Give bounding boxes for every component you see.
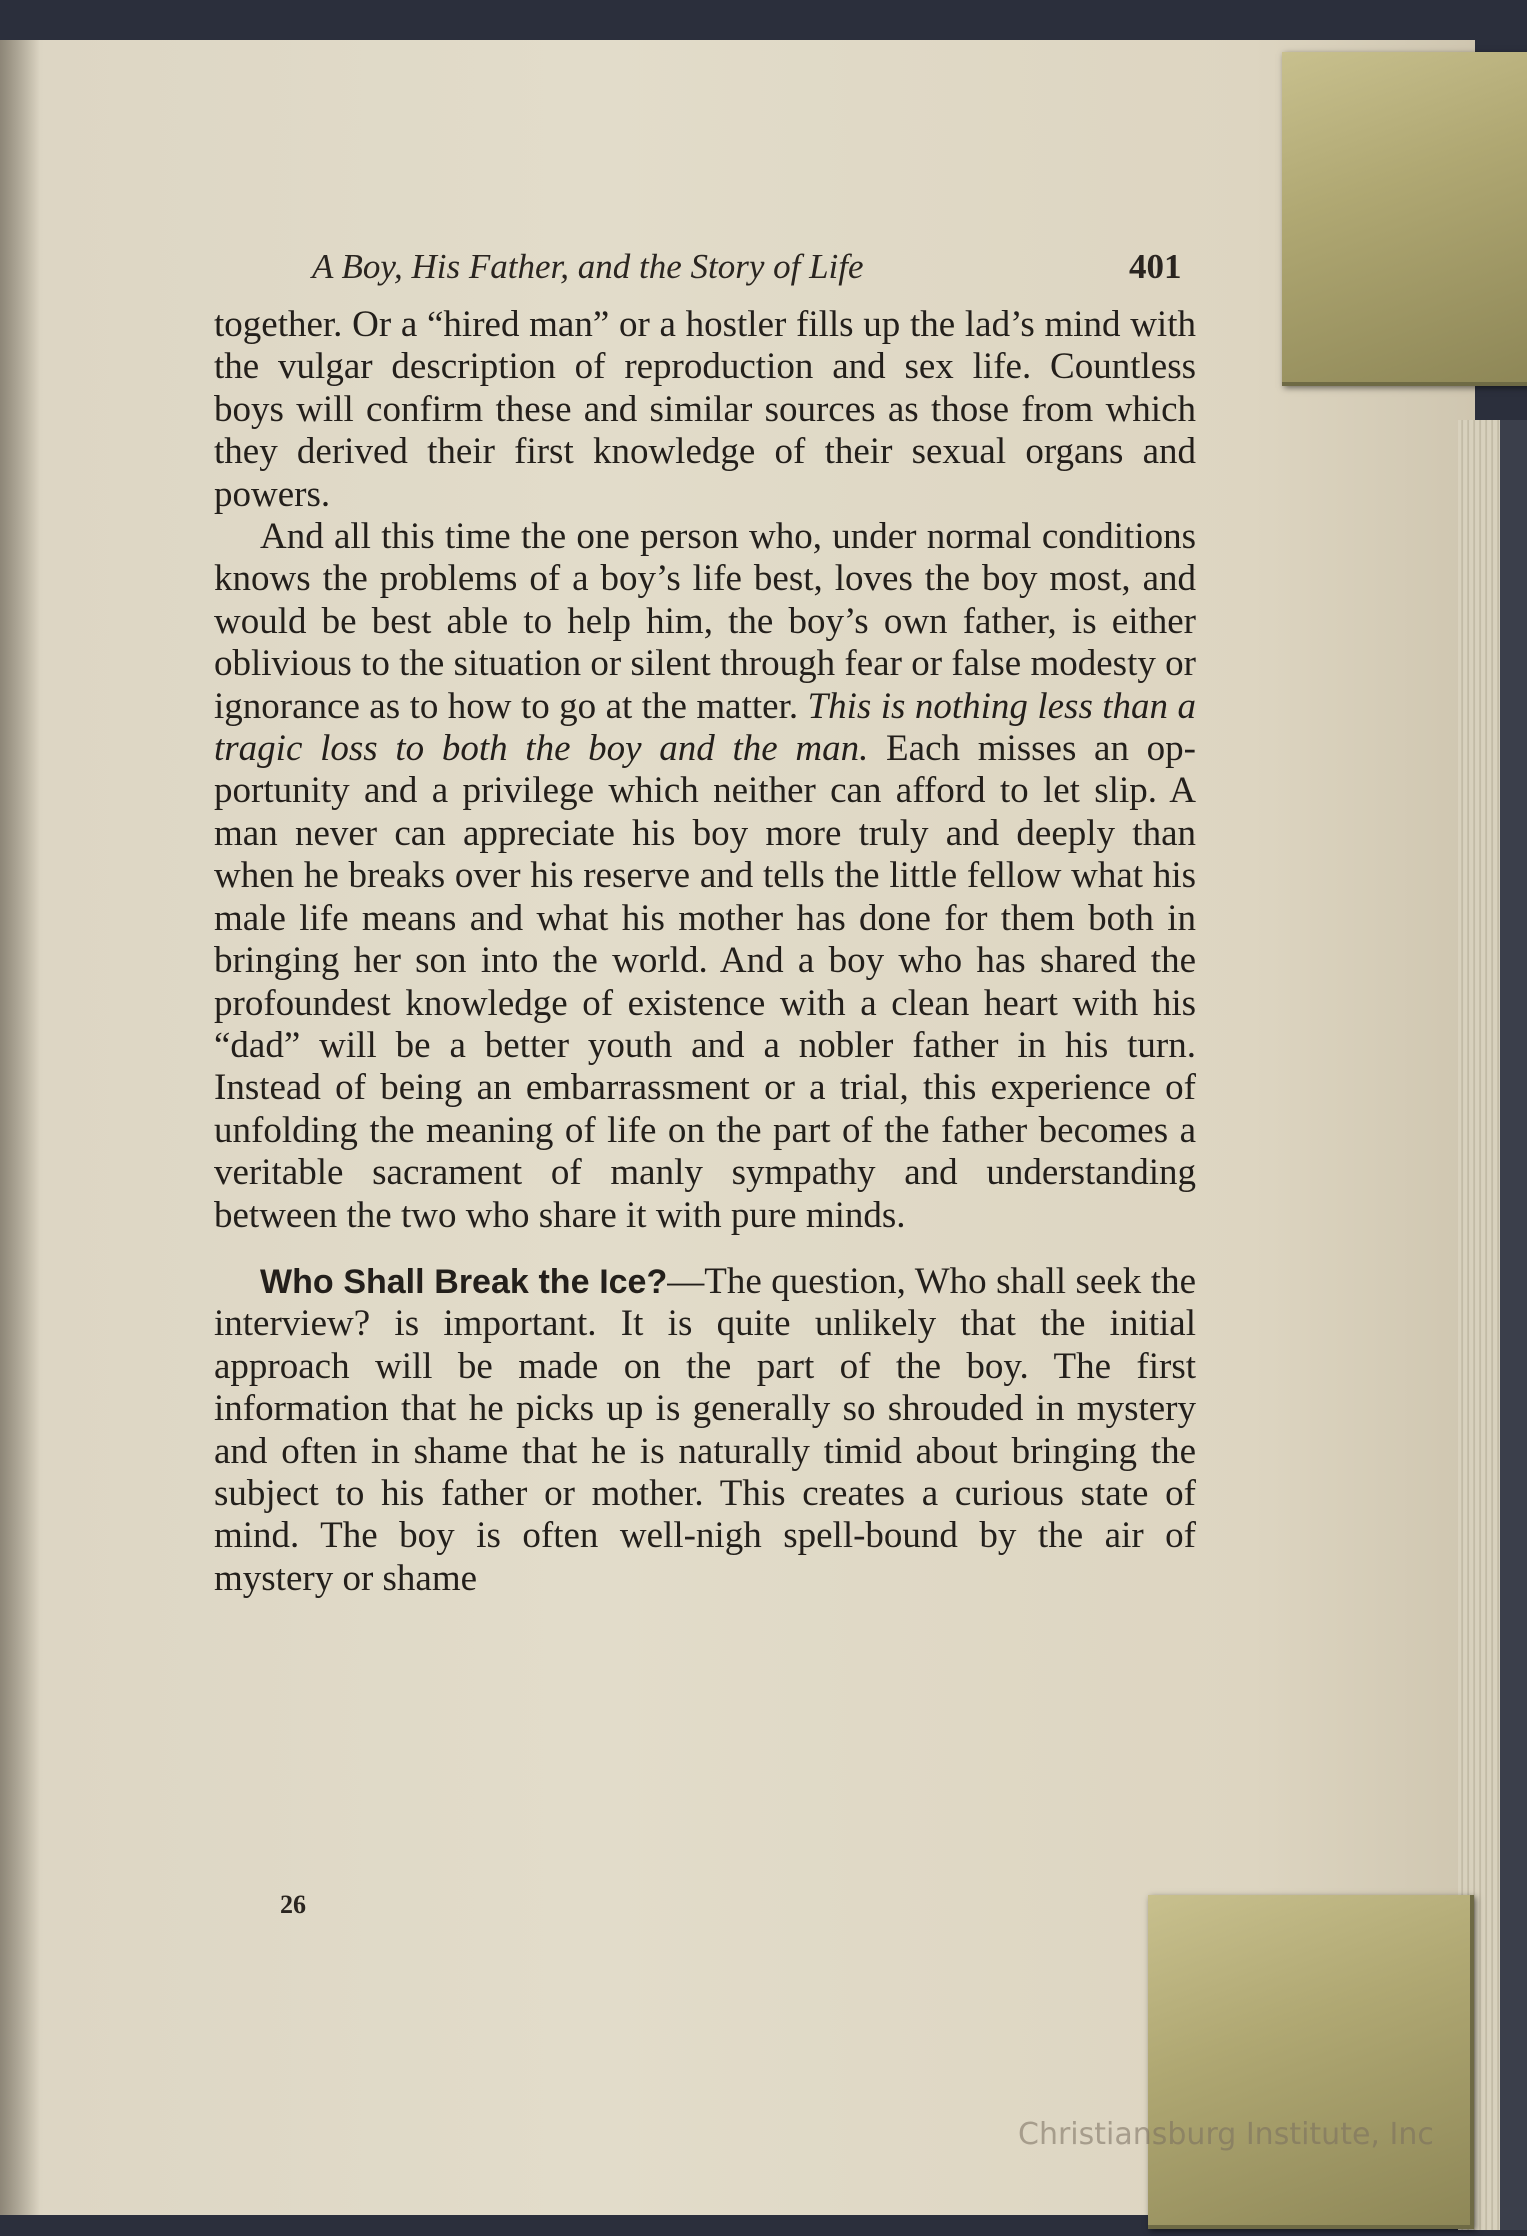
page-gutter-shadow	[0, 40, 40, 2215]
brass-corner-bottom	[1148, 1895, 1474, 2229]
paragraph-3	[214, 1261, 1196, 1600]
body-text	[214, 304, 1196, 1600]
paragraph-1: together. Or a “hired man” or a hostler fills up the lad’s mind with the vulgar description of reproduction and sex life. Countless boys will confirm these and similar sources as those from which they derived their first knowledge of their sexual organs and powers.	[214, 304, 1196, 515]
running-title: A Boy, His Father, and the Story of Life	[312, 247, 864, 286]
paragraph-2	[214, 516, 1196, 1237]
watermark: Christiansburg Institute, Inc	[1018, 2117, 1434, 2152]
brass-corner-top	[1282, 52, 1527, 386]
paragraph-2-end: Each misses an opportunity and a privilege which neither can afford to let slip. A man never can appreciate his boy more truly and deeply than when he breaks over his reserve and tells the little fellow what his male life means and what his mother has done for them both in bringing her son into the world. And a boy who has shared the profoundest knowledge of existence with a clean heart with his “dad” will be a better youth and a nobler father in his turn. Instead of being an embarrassment or a trial, this experience of unfolding the meaning of life on the part of the father becomes a veritable sacrament of manly sympathy and understanding between the two who share it with pure minds.	[214, 728, 1196, 1236]
page-number: 401	[1129, 247, 1182, 286]
paragraph-2-emphasis: This is nothing less than a tragic loss to both the boy and the man.	[214, 685, 1196, 770]
paragraph-3-text: —The question, Who shall seek the interview? is important. It is quite unlikely that the initial approach will be made on the part of the boy. The first information that he picks up is generally so shrouded in mystery and often in shame that he is naturally timid about bringing the subject to his father or mother. This creates a curious state of mind. The boy is often well-nigh spell-bound by the air of mystery or shame	[214, 1260, 1196, 1599]
paragraph-2-start: And all this time the one person who, under normal conditions knows the problems of a boy’s life best, loves the boy most, and would be best able to help him, the boy’s own father, is either oblivious to the situation or silent through fear or false modesty or ignorance as to how to go at the matter.	[214, 516, 1196, 727]
signature-mark: 26	[280, 1890, 306, 1919]
section-heading: Who Shall Break the Ice?	[260, 1262, 668, 1301]
book-cover-edge	[1500, 420, 1527, 2230]
